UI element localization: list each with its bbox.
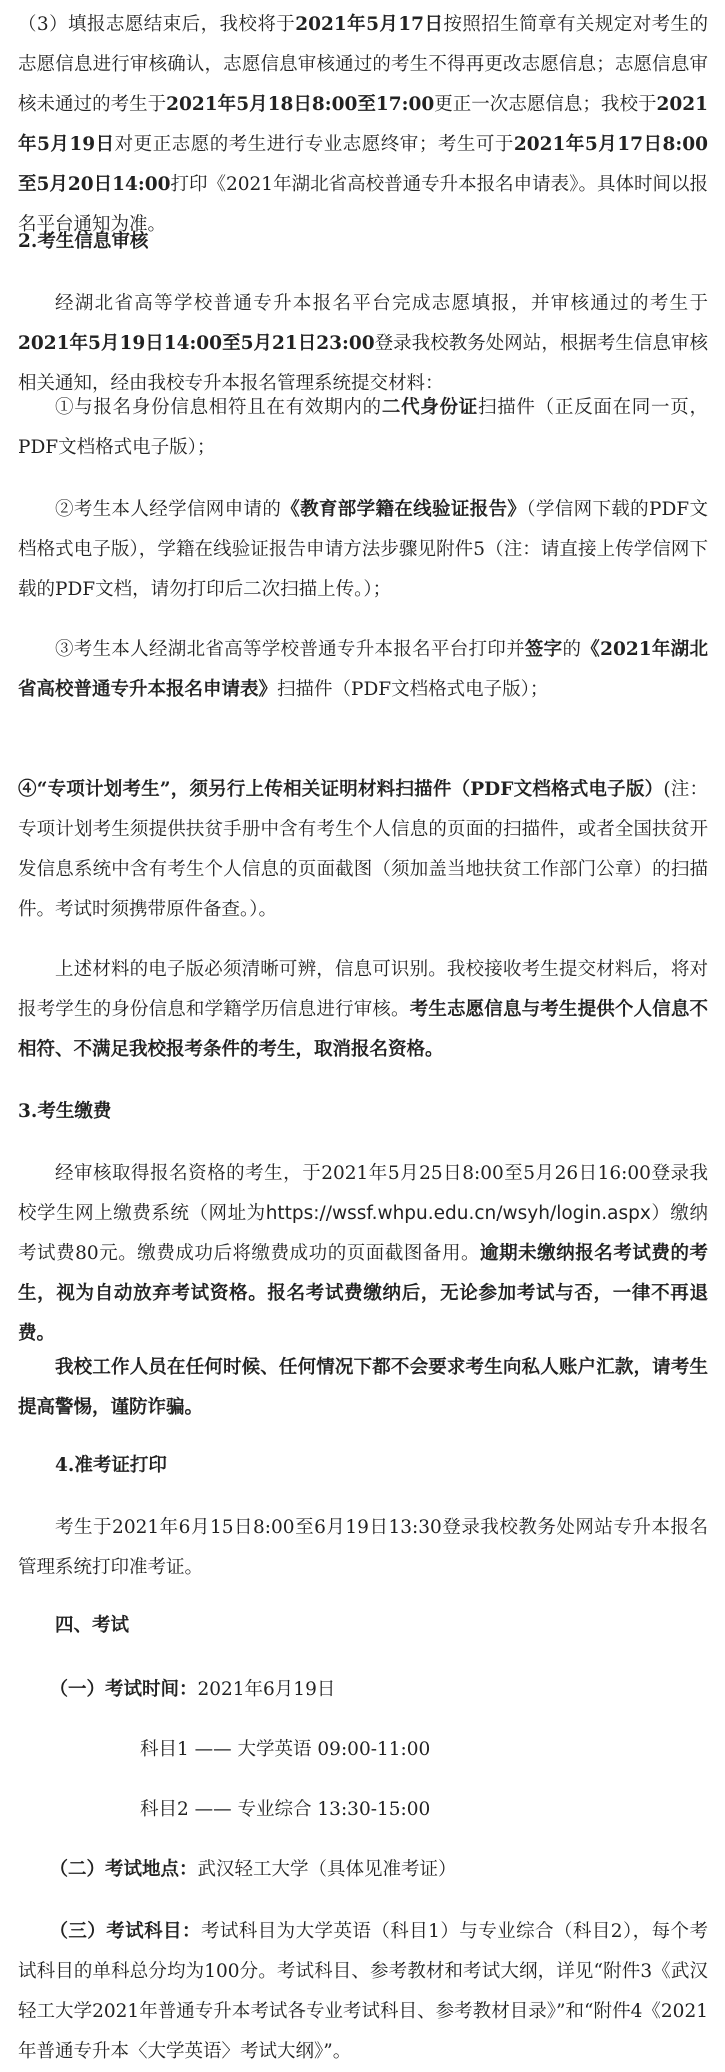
payment-url: https://wssf.whpu.edu.cn/wsyh/login.aspx — [265, 1203, 651, 1224]
text: 上述材料的电子版必须清晰可辨，信息可识别。我校接收考生提交材料后，将对报考学生的身份信息和学籍学历信息进行审核。 — [18, 959, 708, 1020]
subject-1-schedule: 科目1 —— 大学英语 09:00-11:00 — [140, 1739, 431, 1760]
date-bold: 2021年5月19日 — [18, 94, 708, 155]
exam-location — [18, 1850, 708, 1890]
text: 登录我校教务处网站，根据考生信息审核相关通知，经由我校专升本报名管理系统提交材料： — [18, 333, 708, 394]
heading-info-review: 2.考生信息审核 — [18, 231, 149, 252]
value: 武汉轻工大学（具体见准考证） — [197, 1859, 457, 1880]
text: 打印《2021年湖北省高校普通专升本报名申请表》。具体时间以报名平台通知为准。 — [18, 174, 708, 235]
text: ②考生本人经学信网申请的 — [55, 499, 282, 520]
text: ①与报名身份信息相符且在有效期内的 — [55, 397, 382, 418]
paragraph-material-note — [18, 950, 708, 1070]
bold-text: 二代身份证 — [381, 397, 478, 418]
bold-text: ④“专项计划考生”，须另行上传相关证明材料扫描件（PDF文档格式电子版） — [18, 779, 664, 800]
bold-text: 签字 — [524, 639, 563, 660]
material-item-3 — [18, 630, 708, 710]
paragraph-payment — [18, 1154, 708, 1354]
material-item-2 — [18, 490, 708, 610]
text: 的 — [562, 639, 582, 660]
exam-subjects — [18, 1912, 708, 2072]
value: 2021年6月19日 — [197, 1679, 336, 1700]
material-item-4 — [18, 770, 708, 930]
text: (注：专项计划考生须提供扶贫手册中含有考生个人信息的页面的扫描件，或者全国扶贫开发信息系统中含有考生个人信息的页面截图（须加盖当地扶贫工作部门公章）的扫描件。考试时须携带原件备查。）。 — [18, 779, 709, 920]
label: （三）考试科目： — [49, 1921, 201, 1942]
paragraph-info-review — [18, 284, 708, 404]
date-bold: 2021年5月18日8:00至17:00 — [166, 94, 435, 115]
heading-exam: 四、考试 — [55, 1615, 130, 1636]
text: 扫描件（PDF文档格式电子版）； — [277, 679, 549, 700]
label: （一）考试时间： — [49, 1679, 198, 1700]
text: 扫描件（正反面在同一页， PDF文档格式电子版）； — [18, 397, 708, 458]
bold-text: 考生志愿信息与考生提供个人信息不相符、不满足我校报考条件的考生，取消报名资格。 — [18, 999, 708, 1060]
text: 对更正志愿的考生进行专业志愿终审；考生可于 — [114, 134, 514, 155]
date-bold: 2021年5月17日8:00至5月20日14:00 — [18, 134, 708, 195]
text: 按照招生简章有关规定对考生的志愿信息进行审核确认，志愿信息审核通过的考生不得再更改志愿信息；志愿信息审核未通过的考生于 — [18, 14, 708, 115]
text: ）缴纳考试费80元。缴费成功后将缴费成功的页面截图备用。 — [18, 1203, 708, 1264]
text: 经湖北省高等学校普通专升本报名平台完成志愿填报，并审核通过的考生于 — [55, 293, 708, 314]
subject-2-schedule: 科目2 —— 专业综合 13:30-15:00 — [140, 1799, 431, 1820]
label: （二）考试地点： — [49, 1859, 198, 1880]
value: 考试科目为大学英语（科目1）与专业综合（科目2），每个考试科目的单科总分均为100分。考试科目、参考教材和考试大纲，详见“附件3《武汉轻工大学2021年普通专升本考试各专业考试科目、参考教材目录》”和“附件4《2021年普通专升本〈大学英语〉考试大纲》”。 — [18, 1921, 708, 2062]
material-item-1 — [18, 388, 708, 468]
exam-time — [18, 1670, 708, 1710]
text: （学信网下载的PDF文档格式电子版），学籍在线验证报告申请方法步骤见附件5（注：请直接上传学信网下载的PDF文档，请勿打印后二次扫描上传。）； — [18, 499, 708, 600]
heading-payment: 3.考生缴费 — [18, 1101, 112, 1122]
paragraph-admission-ticket: 考生于2021年6月15日8:00至6月19日13:30登录我校教务处网站专升本报名管理系统打印准考证。 — [18, 1517, 708, 1578]
bold-text: 逾期未缴纳报名考试费的考生，视为自动放弃考试资格。报名考试费缴纳后，无论参加考试与否，一律不再退费。 — [18, 1243, 708, 1344]
paragraph-fraud-warning: 我校工作人员在任何时候、任何情况下都不会要求考生向私人账户汇款，请考生提高警惕，谨防诈骗。 — [18, 1357, 708, 1418]
bold-text: 《教育部学籍在线验证报告》 — [281, 499, 527, 520]
text: （3）填报志愿结束后，我校将于 — [18, 14, 296, 35]
date-bold: 2021年5月17日 — [295, 14, 444, 35]
text: 经审核取得报名资格的考生，于2021年5月25日8:00至5月26日16:00登录我校学生网上缴费系统（网址为 — [18, 1163, 708, 1224]
date-bold: 2021年5月19日14:00至5月21日23:00 — [18, 333, 375, 354]
text: ③考生本人经湖北省高等学校普通专升本报名平台打印并 — [55, 639, 525, 660]
paragraph-volunteer-review — [18, 5, 708, 245]
bold-text: 《2021年湖北省高校普通专升本报名申请表》 — [18, 639, 708, 700]
text: 更正一次志愿信息；我校于 — [434, 94, 657, 115]
heading-admission-ticket: 4.准考证打印 — [55, 1455, 167, 1476]
